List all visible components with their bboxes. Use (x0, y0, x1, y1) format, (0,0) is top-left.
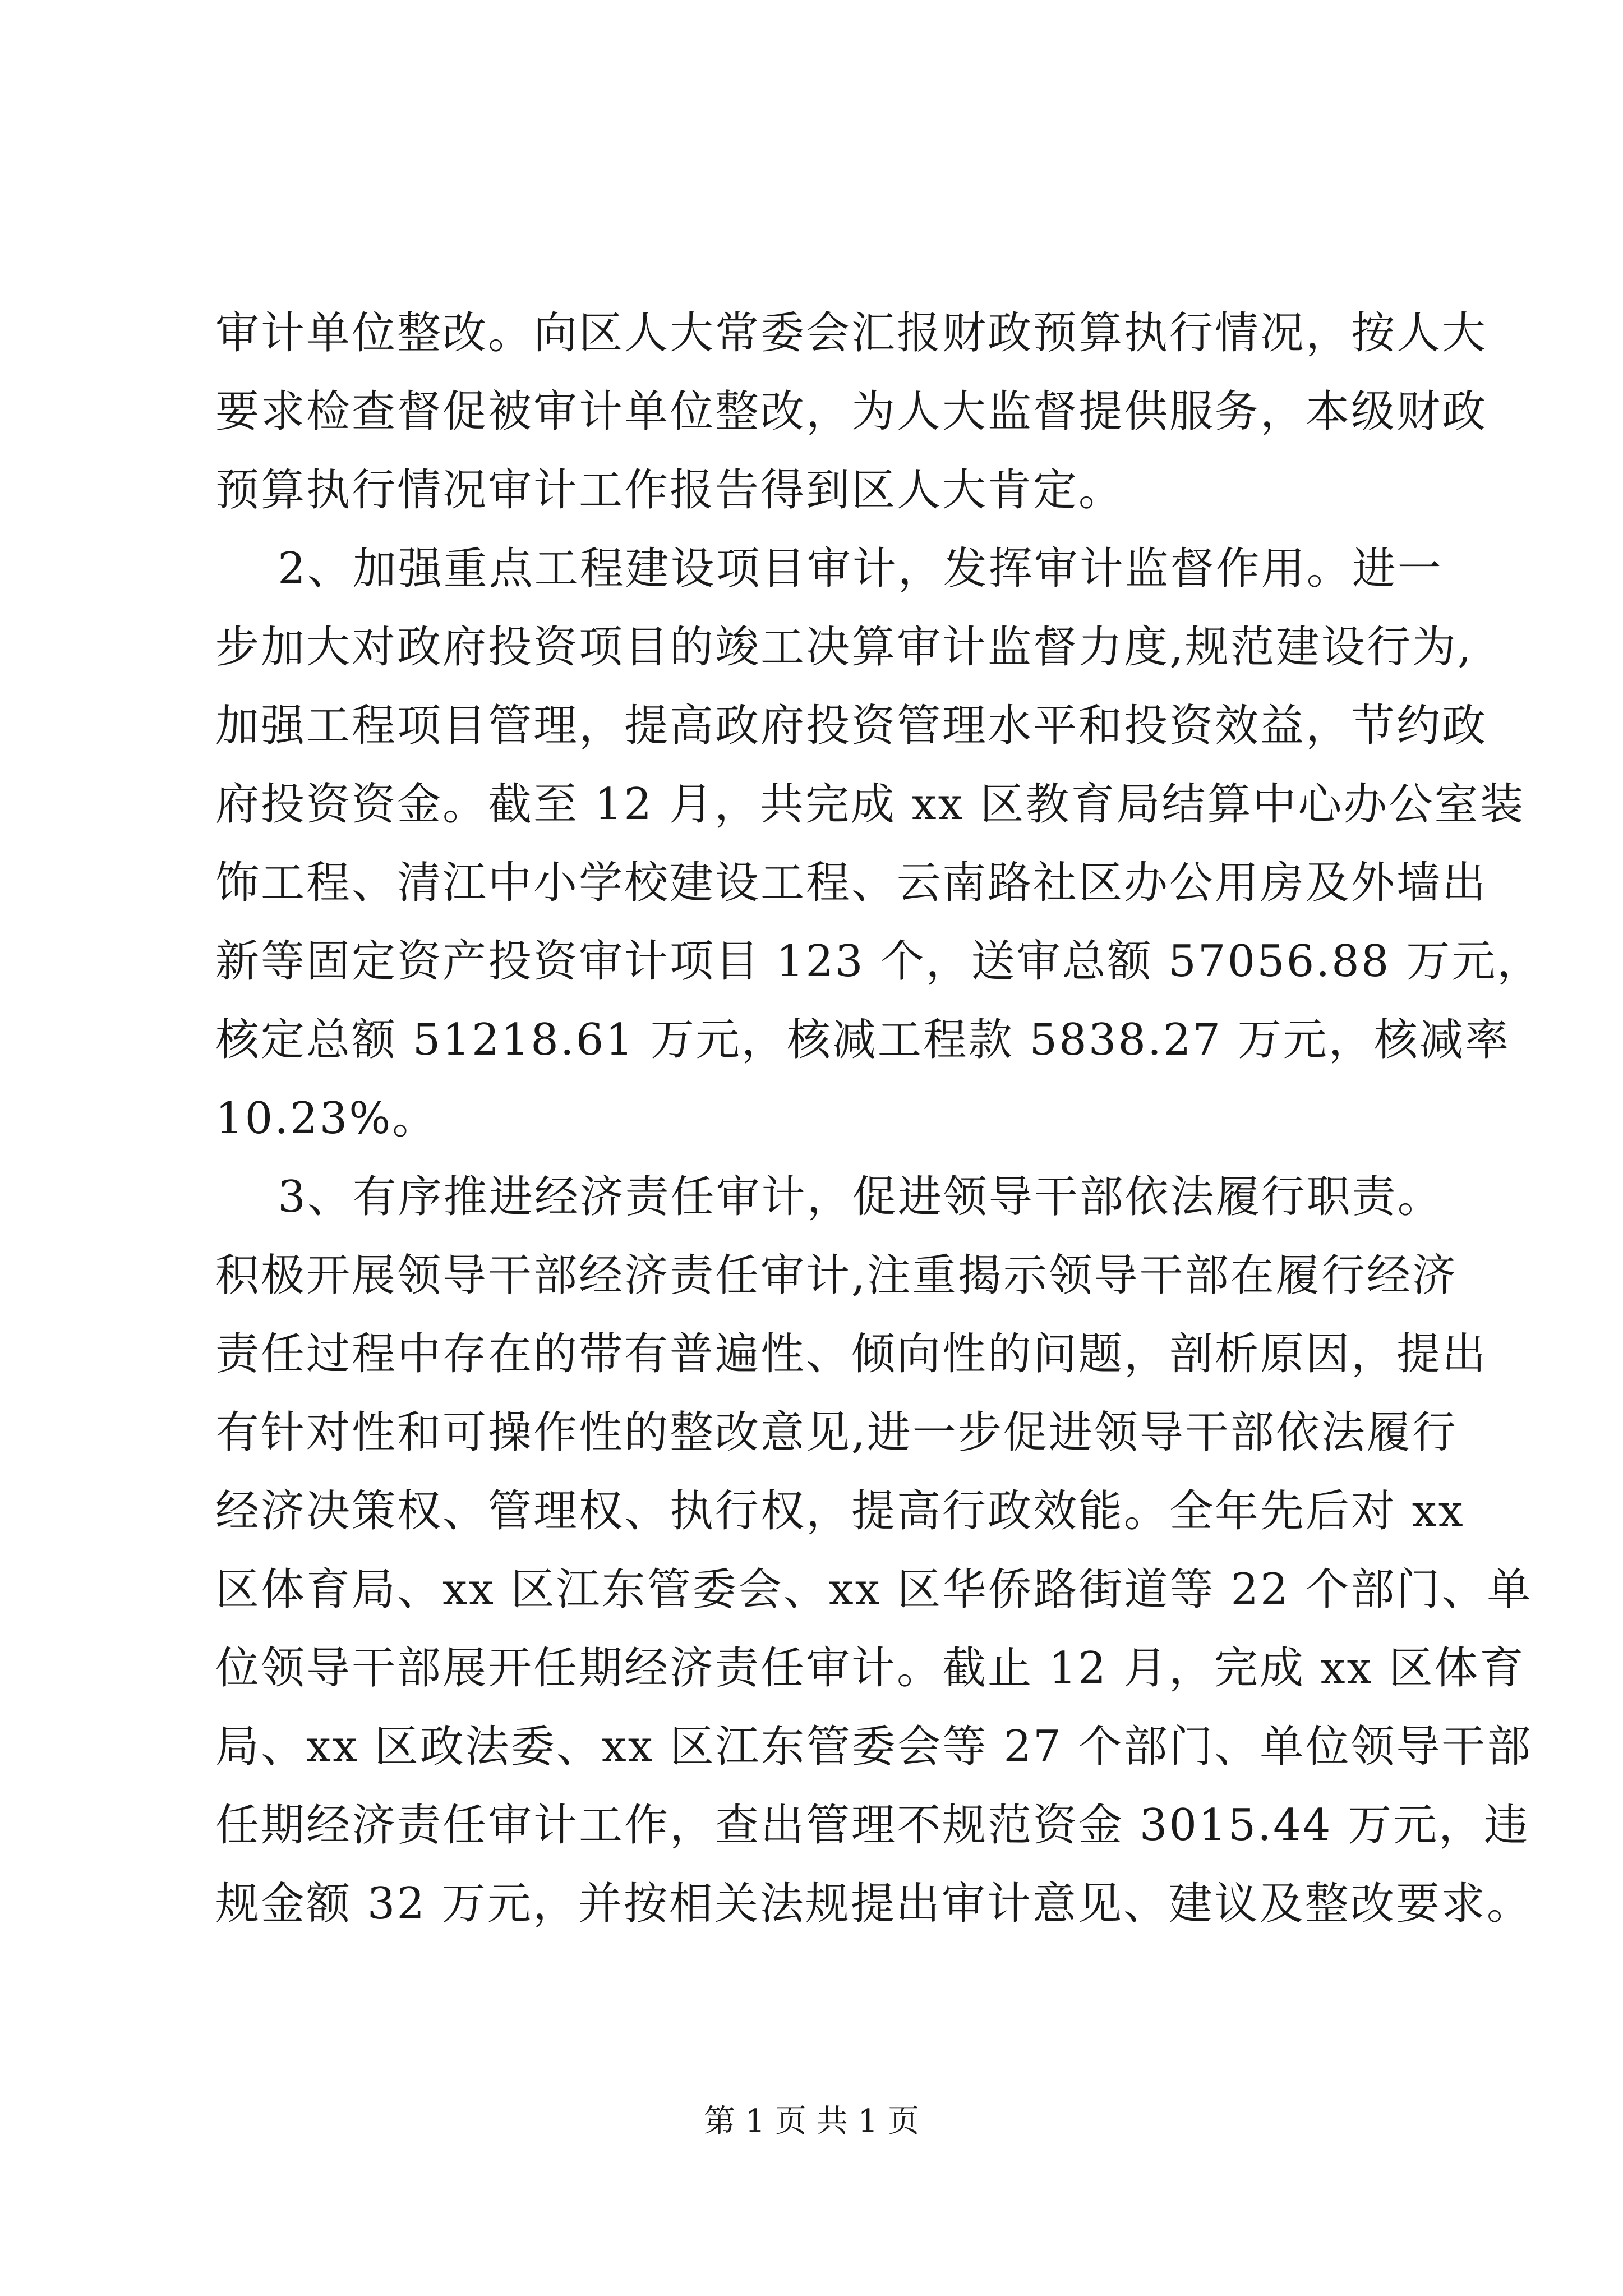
text-line: 步加大对政府投资项目的竣工决算审计监督力度,规范建设行为, (215, 622, 1473, 673)
text-line: 责任过程中存在的带有普遍性、倾向性的问题，剖析原因，提出 (215, 1329, 1488, 1379)
text-line: 规金额 32 万元，并按相关法规提出审计意见、建议及整改要求。 (215, 1879, 1532, 1929)
text-line: 10.23%。 (215, 1093, 438, 1144)
text-line: 府投资资金。截至 12 月，共完成 xx 区教育局结算中心办公室装 (215, 779, 1525, 830)
paragraph-3-heading-line: 3、有序推进经济责任审计，促进领导干部依法履行职责。 (215, 1172, 1443, 1222)
text-line: 积极开展领导干部经济责任审计,注重揭示领导干部在履行经济 (215, 1250, 1458, 1301)
page-number-footer: 第 1 页 共 1 页 (703, 2103, 920, 2139)
text-line: 饰工程、清江中小学校建设工程、云南路社区办公用房及外墙出 (215, 858, 1488, 908)
text-line: 位领导干部展开任期经济责任审计。截止 12 月，完成 xx 区体育 (215, 1643, 1525, 1694)
text-line: 区体育局、xx 区江东管委会、xx 区华侨路街道等 22 个部门、单 (215, 1565, 1533, 1615)
text-line: 经济决策权、管理权、执行权，提高行政效能。全年先后对 xx (215, 1486, 1465, 1536)
text-line: 加强工程项目管理，提高政府投资管理水平和投资效益，节约政 (215, 701, 1488, 751)
text-line: 任期经济责任审计工作，查出管理不规范资金 3015.44 万元，违 (215, 1800, 1530, 1851)
text-line: 新等固定资产投资审计项目 123 个，送审总额 57056.88 万元， (215, 936, 1543, 987)
text-line: 有针对性和可操作性的整改意见,进一步促进领导干部依法履行 (215, 1407, 1458, 1458)
text-line: 局、xx 区政法委、xx 区江东管委会等 27 个部门、单位领导干部 (215, 1722, 1533, 1772)
paragraph-2-heading-line: 2、加强重点工程建设项目审计，发挥审计监督作用。进一 (215, 544, 1443, 594)
text-line: 要求检查督促被审计单位整改，为人大监督提供服务，本级财政 (215, 386, 1488, 437)
text-line: 核定总额 51218.61 万元，核减工程款 5838.27 万元，核减率 (215, 1015, 1510, 1065)
text-line: 预算执行情况审计工作报告得到区人大肯定。 (215, 465, 1124, 516)
text-line: 审计单位整改。向区人大常委会汇报财政预算执行情况，按人大 (215, 308, 1488, 358)
